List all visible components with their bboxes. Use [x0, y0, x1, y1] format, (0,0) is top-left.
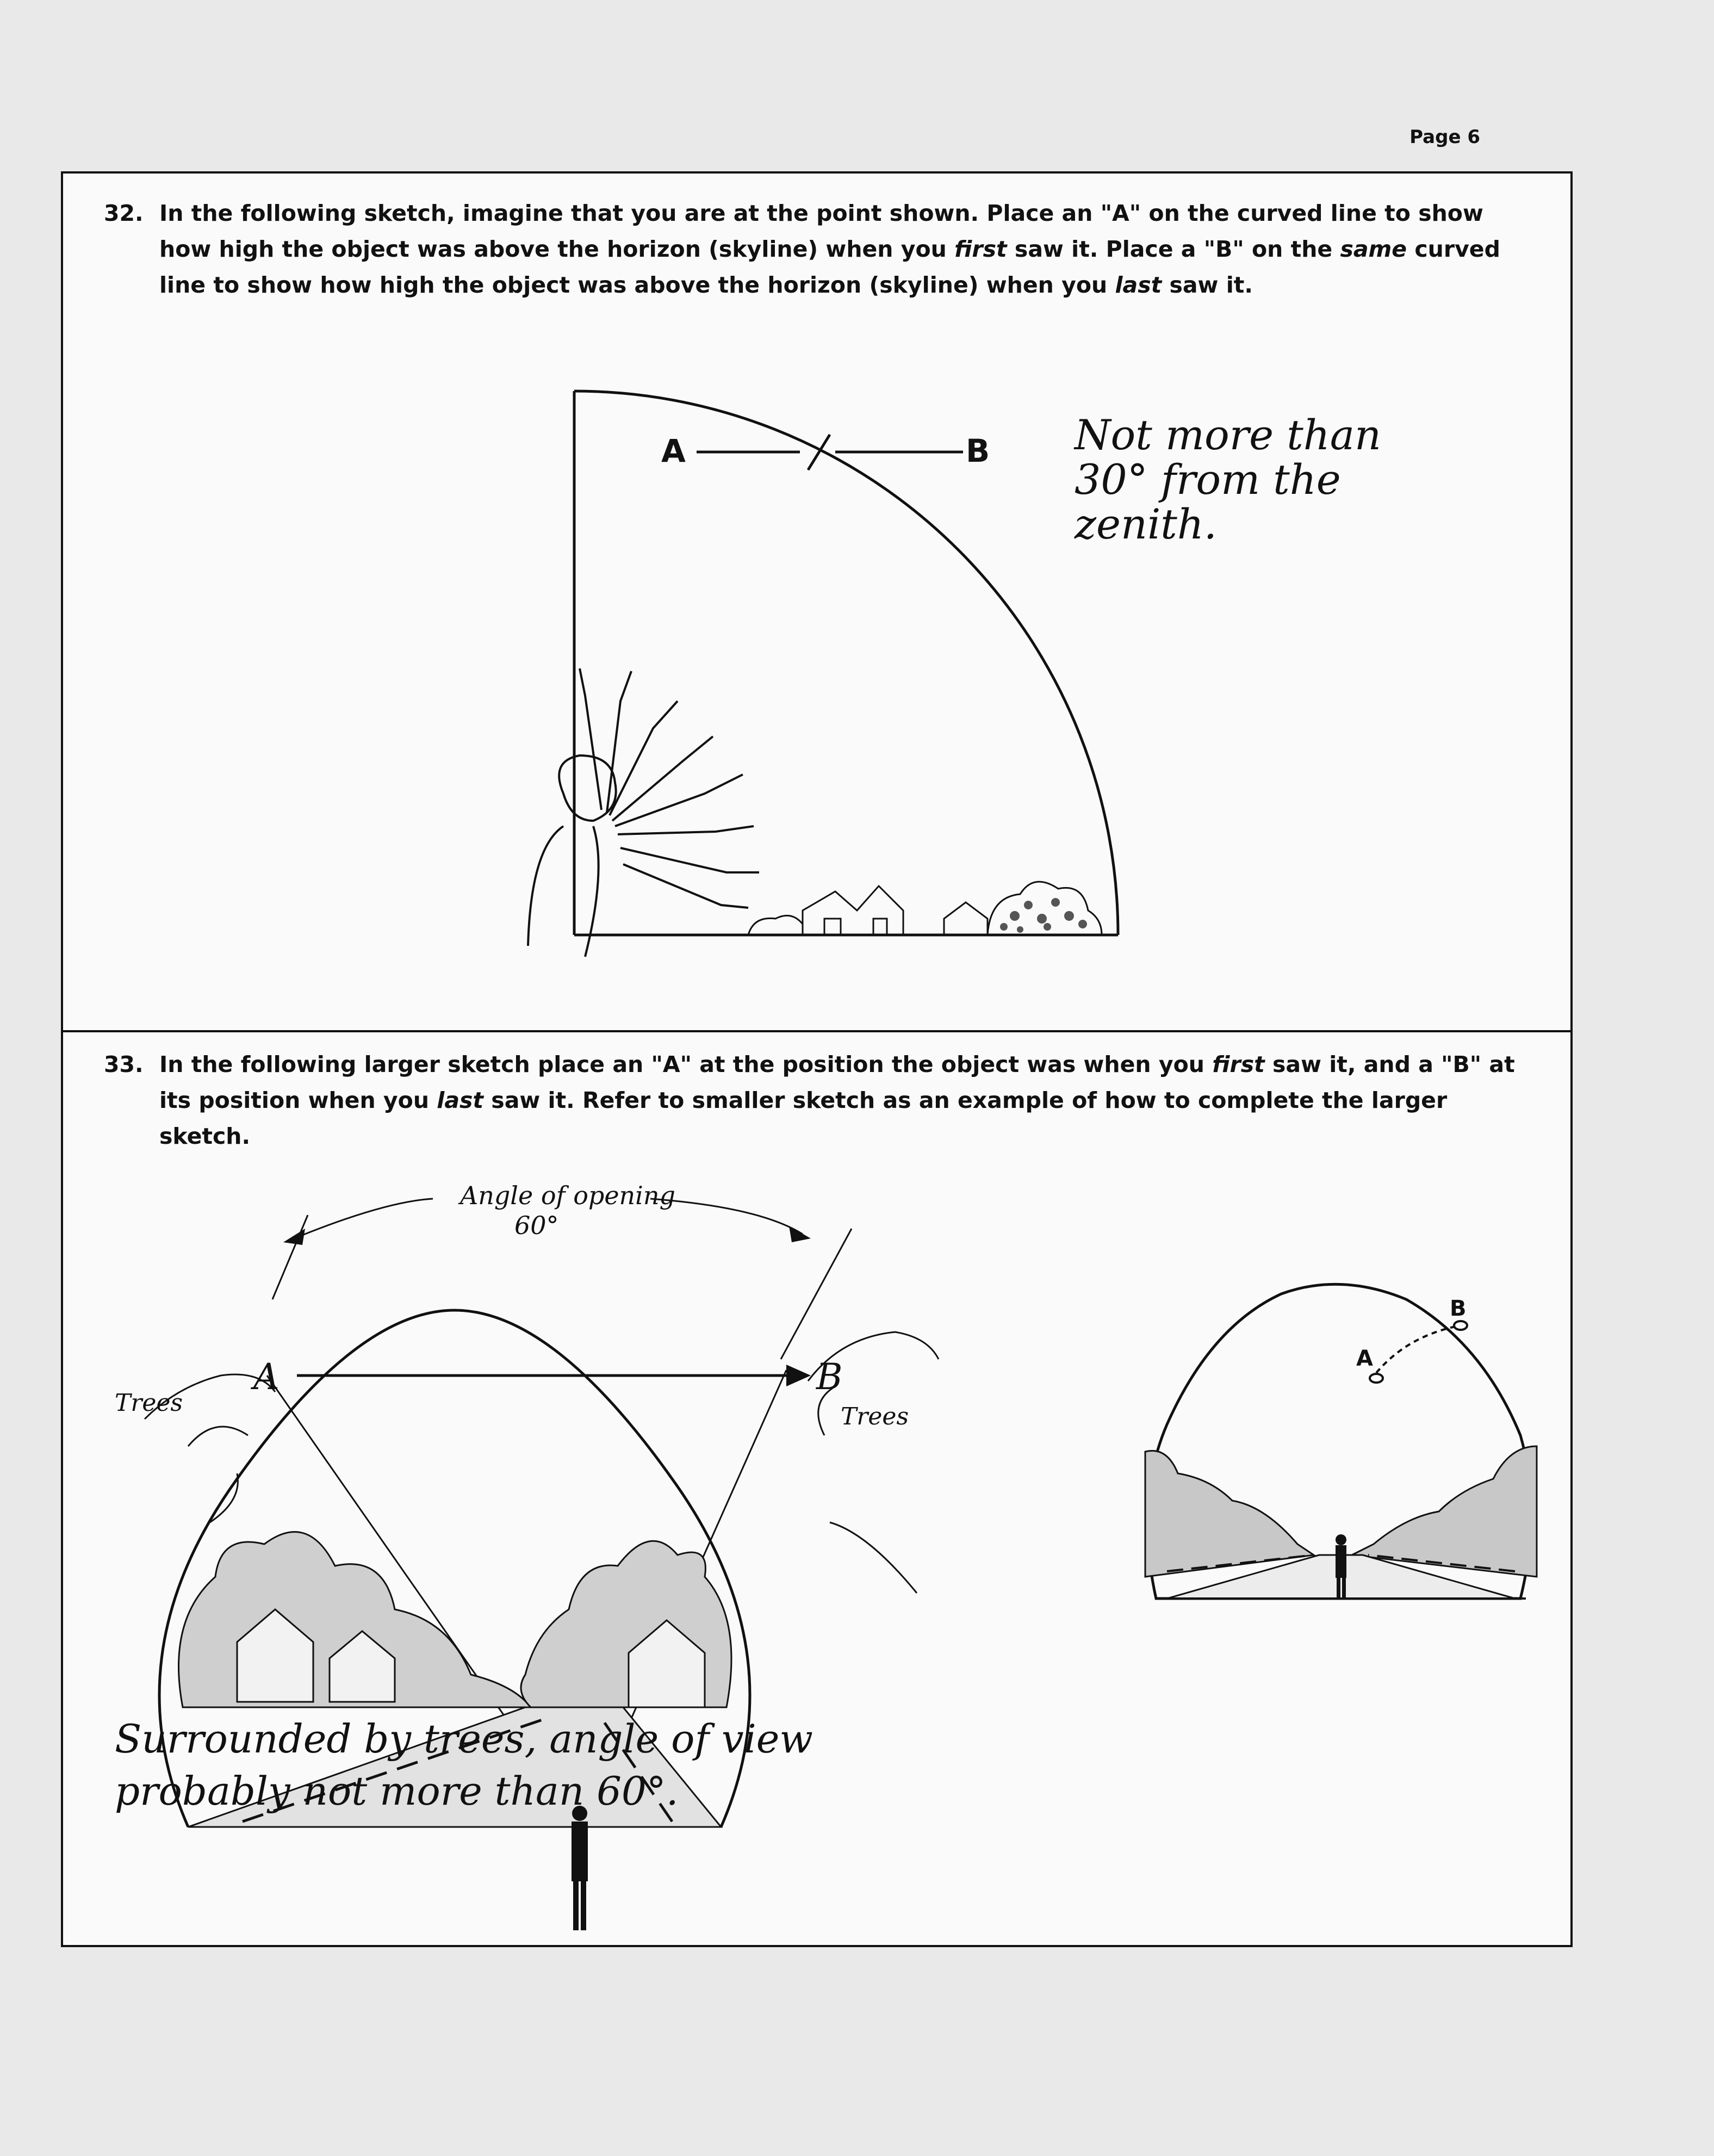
- pointing-arm: [623, 864, 748, 908]
- trees-label-left: Trees: [115, 1389, 183, 1417]
- trees-label-right: Trees: [841, 1403, 909, 1430]
- page-number: Page 6: [1409, 126, 1480, 148]
- angle-tick-right: [781, 1229, 852, 1359]
- large-label-a: A: [253, 1356, 280, 1398]
- small-label-a: A: [1356, 1346, 1373, 1371]
- question-32-text: In the following sketch, imagine that you are at the point shown. Place an "A" on the curved line to show how high the object was above the horizon (skyline) when you first saw it. Place a "B" on the same curved line to show how high the object was above the horizon (skyline) when you last saw it.: [159, 200, 1500, 298]
- small-example-sketch: [1134, 1218, 1548, 1620]
- pointing-observer: [528, 668, 759, 957]
- question-32-number: 32.: [104, 200, 144, 226]
- sketch-label-a: A: [661, 432, 686, 469]
- angle-of-opening-value: 60°: [514, 1211, 559, 1240]
- observer-body: [528, 826, 599, 957]
- angle-tick-left: [272, 1215, 308, 1299]
- small-left-trees: [1145, 1451, 1314, 1577]
- tree-swoosh: [188, 1427, 248, 1446]
- tree-swoosh: [830, 1522, 917, 1593]
- handwritten-note-33: Surrounded by trees, angle of view probably not more than 60°.: [115, 1716, 813, 1814]
- pointing-arm: [607, 671, 631, 813]
- large-label-b: B: [816, 1356, 843, 1398]
- small-label-b: B: [1450, 1296, 1467, 1321]
- pointing-arm: [618, 826, 754, 834]
- arrow-head-b: [786, 1365, 811, 1386]
- standing-observer: [572, 1806, 588, 1930]
- pointing-arm: [580, 668, 601, 810]
- small-point-a: [1370, 1374, 1383, 1383]
- skyline-foliage: [1000, 898, 1087, 933]
- sky-arc: [574, 391, 1118, 935]
- question-33-number: 33.: [104, 1051, 144, 1077]
- small-point-b: [1454, 1321, 1467, 1330]
- pointing-arm: [620, 848, 759, 872]
- section-divider: [63, 1030, 1570, 1032]
- worksheet-frame: [61, 171, 1573, 1947]
- small-flight-path: [1376, 1327, 1455, 1373]
- sketch-label-b: B: [966, 432, 990, 469]
- angle-arrow-left: [283, 1229, 305, 1245]
- handwritten-note-32: Not more than 30° from the zenith.: [1075, 411, 1381, 548]
- angle-arrow-right: [789, 1226, 811, 1242]
- angle-of-opening-label: Angle of opening: [460, 1181, 675, 1210]
- question-33-text: In the following larger sketch place an "A" at the position the object was when you first saw it, and a "B" at its position when you last saw it. Refer to smaller sketch as an example of how to complete the larger sketch.: [159, 1051, 1515, 1149]
- question-32: [104, 195, 1518, 303]
- pointing-arm: [610, 701, 678, 815]
- pointing-arm: [615, 775, 743, 826]
